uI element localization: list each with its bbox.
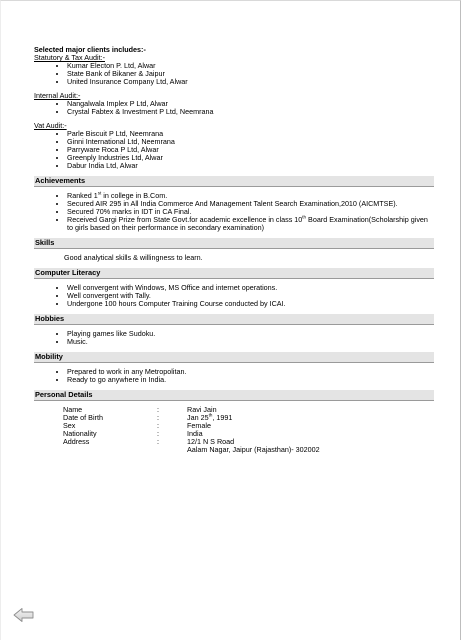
list-item: • Ginni International Ltd, Neemrana xyxy=(67,138,434,146)
personal-details-table xyxy=(63,406,320,454)
list-item: • Undergone 100 hours Computer Training Course conducted by ICAI. xyxy=(67,300,434,308)
detail-value: Jan 25th, 1991 xyxy=(187,412,233,422)
list-item: • Dabur India Ltd, Alwar xyxy=(67,162,434,170)
list-item: • Nangalwala Implex P Ltd, Alwar xyxy=(67,100,434,108)
detail-label: Name xyxy=(63,405,83,414)
detail-value: Aalam Nagar, Jaipur (Rajasthan)- 302002 xyxy=(187,445,320,454)
detail-value: Female xyxy=(187,421,211,430)
list-item: • Music. xyxy=(67,338,434,346)
list-item: • Well convergent with Tally. xyxy=(67,292,434,300)
list-item: • Parryware Roca P Ltd, Alwar xyxy=(67,146,434,154)
table-row xyxy=(63,446,320,454)
client-list xyxy=(34,100,434,116)
list-item: • Prepared to work in any Metropolitan. xyxy=(67,368,434,376)
resume-content xyxy=(34,46,434,454)
detail-separator: : xyxy=(157,429,159,438)
detail-separator: : xyxy=(157,437,159,446)
detail-label: Sex xyxy=(63,421,76,430)
detail-value: 12/1 N S Road xyxy=(187,437,235,446)
list-item: • Kumar Electon P. Ltd, Alwar xyxy=(67,62,434,70)
hobbies-list xyxy=(34,330,434,346)
section-heading-personal-details: Personal Details xyxy=(34,390,434,401)
detail-separator: : xyxy=(157,413,159,422)
back-arrow-icon[interactable] xyxy=(13,607,35,623)
client-group-title: Statutory & Tax Audit:- xyxy=(34,53,105,62)
list-item: • Playing games like Sudoku. xyxy=(67,330,434,338)
client-group-title: Internal Audit:- xyxy=(34,91,81,100)
list-item: • Parle Biscuit P Ltd, Neemrana xyxy=(67,130,434,138)
detail-value: Ravi Jain xyxy=(187,405,217,414)
detail-separator: : xyxy=(157,421,159,430)
list-item: • Secured 70% marks in IDT in CA Final. xyxy=(67,208,434,216)
list-item: • Received Gargi Prize from State Govt.for academic excellence in class 10th Board Examination(Scholarship given to girls based on their performance in secondary examination) xyxy=(67,216,434,232)
detail-value: India xyxy=(187,429,203,438)
section-heading-computer-literacy: Computer Literacy xyxy=(34,268,434,279)
section-heading-mobility: Mobility xyxy=(34,352,434,363)
section-heading-hobbies: Hobbies xyxy=(34,314,434,325)
detail-label: Address xyxy=(63,437,90,446)
list-item: • Ready to go anywhere in India. xyxy=(67,376,434,384)
detail-label: Nationality xyxy=(63,429,97,438)
list-item: • Crystal Fabtex & Investment P Ltd, Neemrana xyxy=(67,108,434,116)
detail-label: Date of Birth xyxy=(63,413,103,422)
list-item: • State Bank of Bikaner & Jaipur xyxy=(67,70,434,78)
skills-text: Good analytical skills & willingness to learn. xyxy=(64,253,203,262)
achievements-list xyxy=(34,192,434,232)
list-item: • Ranked 1st in college in B.Com. xyxy=(67,192,434,200)
computer-list xyxy=(34,284,434,308)
client-group-title: Vat Audit:- xyxy=(34,121,67,130)
list-item: • Secured AIR 295 in All India Commerce And Management Talent Search Examination,2010 (AICMTSE). xyxy=(67,200,434,208)
section-heading-achievements: Achievements xyxy=(34,176,434,187)
clients-heading: Selected major clients includes:- xyxy=(34,45,146,54)
client-list xyxy=(34,130,434,170)
section-heading-skills: Skills xyxy=(34,238,434,249)
client-list xyxy=(34,62,434,86)
detail-separator: : xyxy=(157,405,159,414)
list-item: • Well convergent with Windows, MS Office and internet operations. xyxy=(67,284,434,292)
list-item: • Greenply Industries Ltd, Alwar xyxy=(67,154,434,162)
list-item: • United Insurance Company Ltd, Alwar xyxy=(67,78,434,86)
mobility-list xyxy=(34,368,434,384)
